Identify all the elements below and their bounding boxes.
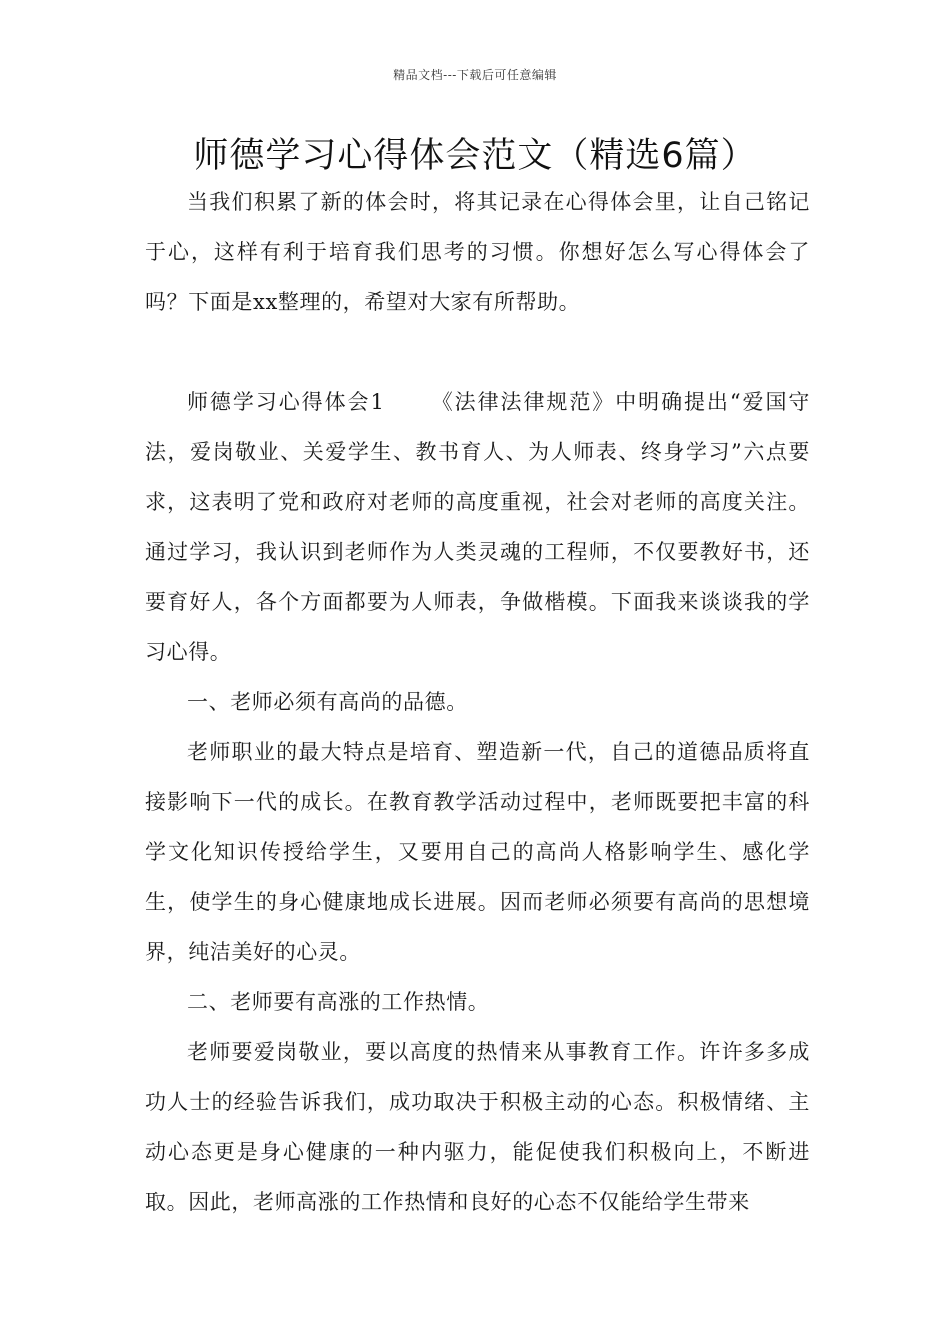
intro-paragraph: 当我们积累了新的体会时，将其记录在心得体会里，让自己铭记于心，这样有利于培育我们思考的习惯。你想好怎么写心得体会了吗？下面是xx整理的，希望对大家有所帮助。 xyxy=(145,190,810,314)
point-1-paragraph: 老师职业的最大特点是培育、塑造新一代，自己的道德品质将直接影响下一代的成长。在教育教学活动过程中，老师既要把丰富的科学文化知识传授给学生，又要用自己的高尚人格影响学生、感化学生，使学生的身心健康地成长进展。因而老师必须要有高尚的思想境界，纯洁美好的心灵。 xyxy=(145,740,810,964)
page-header-note: 精品文档---下载后可任意编辑 xyxy=(393,68,557,82)
document-body xyxy=(145,177,810,1227)
section-1-heading: 师德学习心得体会1 xyxy=(187,390,385,414)
section-1-paragraph xyxy=(145,377,810,677)
point-2-heading: 二、老师要有高涨的工作热情。 xyxy=(187,990,490,1014)
blank-line xyxy=(145,327,810,377)
point-2-paragraph: 老师要爱岗敬业，要以高度的热情来从事教育工作。许许多多成功人士的经验告诉我们，成功取决于积极主动的心态。积极情绪、主动心态更是身心健康的一种内驱力，能促使我们积极向上，不断进取。因此，老师高涨的工作热情和良好的心态不仅能给学生带来 xyxy=(145,1040,810,1214)
document-title: 师德学习心得体会范文（精选6篇） xyxy=(193,136,757,176)
section-1-text: 《法律法律规范》中明确提出“爱国守法，爱岗敬业、关爱学生、教书育人、为人师表、终身学习”六点要求，这表明了党和政府对老师的高度重视，社会对老师的高度关注。通过学习，我认识到老师作为人类灵魂的工程师，不仅要教好书，还要育好人，各个方面都要为人师表，争做楷模。下面我来谈谈我的学习心得。 xyxy=(145,390,810,664)
point-1-heading: 一、老师必须有高尚的品德。 xyxy=(187,690,468,714)
